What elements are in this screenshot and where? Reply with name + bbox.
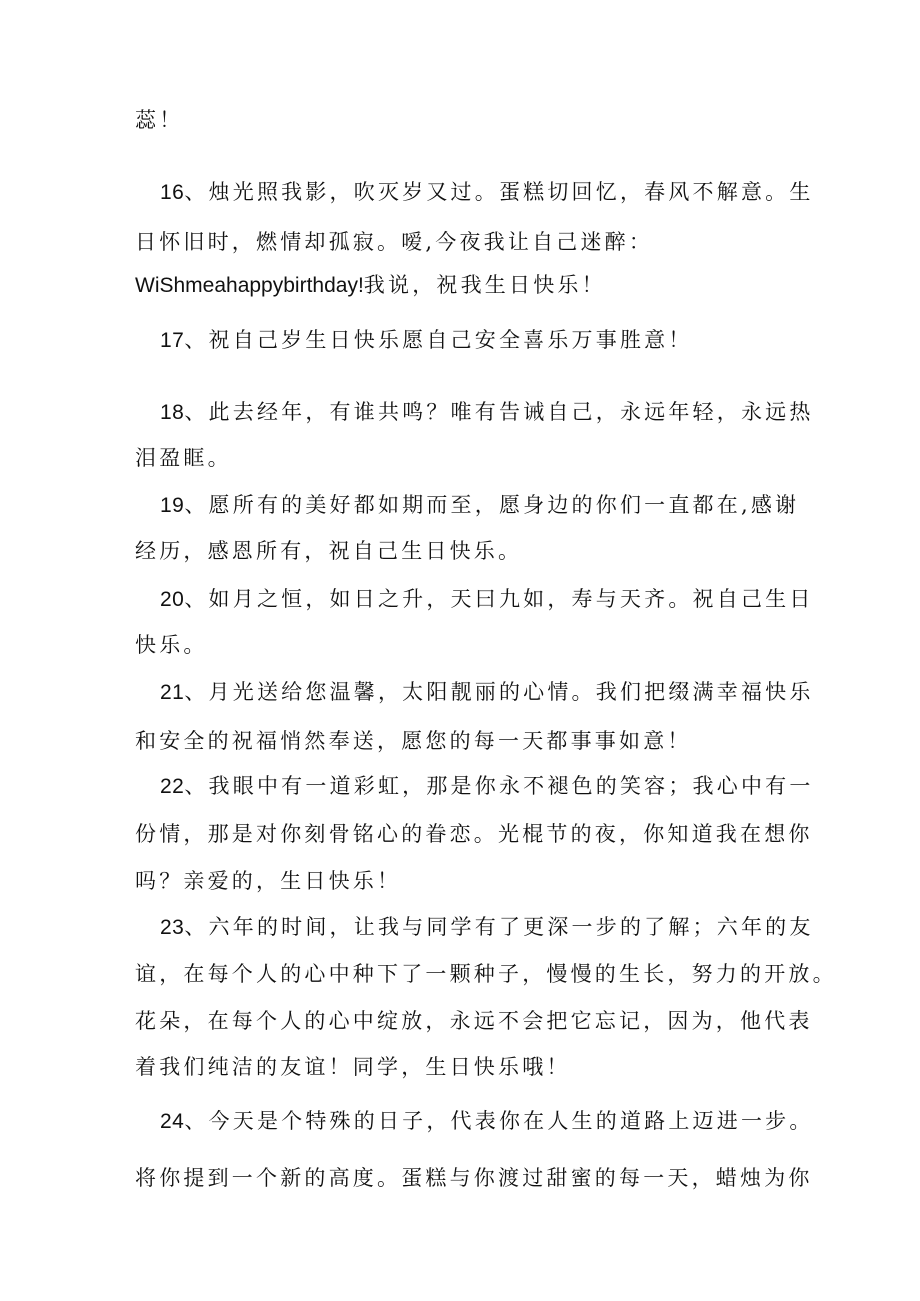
item-number: 16 <box>160 181 185 204</box>
text-line: 快乐。 <box>135 633 208 657</box>
text-line: 花朵，在每个人的心中绽放，永远不会把它忘记，因为，他代表 <box>135 1009 813 1033</box>
item-number: 22 <box>160 775 185 798</box>
item-number: 24 <box>160 1110 185 1133</box>
text-line: 20、如月之恒，如日之升，天曰九如，寿与天齐。祝自己生日 <box>160 587 814 611</box>
text-line: 着我们纯洁的友谊！同学，生日快乐哦！ <box>135 1055 571 1079</box>
text-line: 16、烛光照我影，吹灭岁又过。蛋糕切回忆，春风不解意。生 <box>160 180 814 204</box>
text-line: WiShmeahappybirthday!我说，祝我生日快乐！ <box>135 273 606 297</box>
text-line: 经历，感恩所有，祝自己生日快乐。 <box>135 539 523 563</box>
item-number: 19 <box>160 494 185 517</box>
text-line: 21、月光送给您温馨，太阳靓丽的心情。我们把缀满幸福快乐 <box>160 680 814 704</box>
item-number: 21 <box>160 681 185 704</box>
text-line: 23、六年的时间，让我与同学有了更深一步的了解；六年的友 <box>160 915 814 939</box>
item-number: 23 <box>160 916 185 939</box>
text-line: 将你提到一个新的高度。蛋糕与你渡过甜蜜的每一天，蜡烛为你 <box>135 1166 813 1190</box>
text-line: 24、今天是个特殊的日子，代表你在人生的道路上迈进一步。 <box>160 1109 814 1133</box>
item-number: 17 <box>160 329 185 352</box>
text-line: 谊，在每个人的心中种下了一颗种子，慢慢的生长，努力的开放。 <box>135 962 837 986</box>
text-line: 18、此去经年，有谁共鸣？唯有告诫自己，永远年轻，永远热 <box>160 400 814 424</box>
item-number: 20 <box>160 588 185 611</box>
text-line: 泪盈眶。 <box>135 446 232 470</box>
text-line: 22、我眼中有一道彩虹，那是你永不褪色的笑容；我心中有一 <box>160 774 814 798</box>
text-line: 日怀旧时，燃情却孤寂。嗳,今夜我让自己迷醉： <box>135 230 654 254</box>
text-line: 蕊！ <box>135 108 184 132</box>
item-number: 18 <box>160 401 185 424</box>
text-line: 和安全的祝福悄然奉送，愿您的每一天都事事如意！ <box>135 729 692 753</box>
text-line: 吗？亲爱的，生日快乐！ <box>135 869 402 893</box>
text-line: 份情，那是对你刻骨铭心的眷恋。光棍节的夜，你知道我在想你 <box>135 822 813 846</box>
text-line: 17、祝自己岁生日快乐愿自己安全喜乐万事胜意！ <box>160 328 693 352</box>
text-line: 19、愿所有的美好都如期而至，愿身边的你们一直都在,感谢 <box>160 493 800 517</box>
